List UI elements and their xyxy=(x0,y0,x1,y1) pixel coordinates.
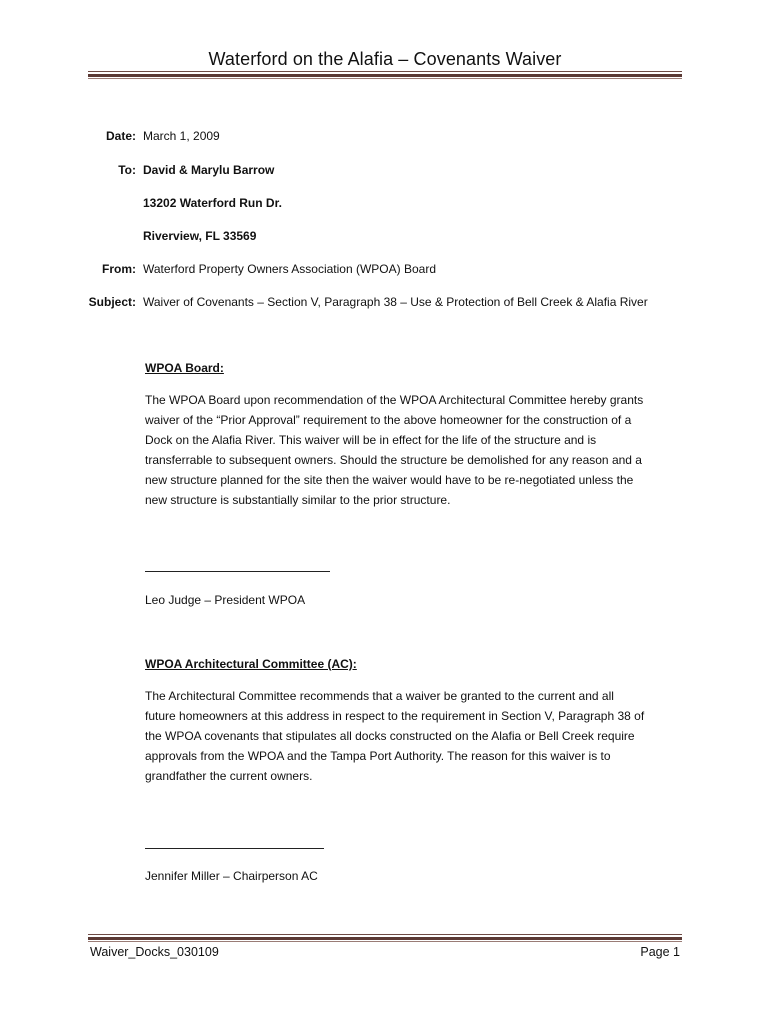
to-street: 13202 Waterford Run Dr. xyxy=(143,196,282,210)
from-value: Waterford Property Owners Association (WPOA) Board xyxy=(143,262,436,276)
from-label: From: xyxy=(102,262,136,276)
ac-signature-line xyxy=(145,848,324,849)
document-title: Waterford on the Alafia – Covenants Waiver xyxy=(208,49,562,69)
board-heading: WPOA Board: xyxy=(145,361,224,375)
ac-signatory: Jennifer Miller – Chairperson AC xyxy=(145,869,318,883)
footer-doc-id: Waiver_Docks_030109 xyxy=(90,945,219,959)
board-signatory: Leo Judge – President WPOA xyxy=(145,593,306,607)
footer-rule xyxy=(88,934,682,942)
footer-page-number: Page 1 xyxy=(640,945,680,959)
date-value: March 1, 2009 xyxy=(143,129,220,143)
to-name: David & Marylu Barrow xyxy=(143,163,275,177)
subject-label: Subject: xyxy=(88,295,136,309)
to-city: Riverview, FL 33569 xyxy=(143,229,257,243)
header-rule xyxy=(88,71,682,79)
to-label: To: xyxy=(118,163,136,177)
board-paragraph: The WPOA Board upon recommendation of the WPOA Architectural Committee hereby grants waiver of the “Prior Approval” requirement to the above homeowner for the construction of a Dock on the Alafia River. This waiver will be in effect for the life of the structure and is transferrable to subsequent owners. Should the structure be demolished for any reason and a new structure planned for the site then the waiver would have to be re-negotiated unless the new structure is substantially similar to the prior structure. xyxy=(145,393,644,507)
subject-value: Waiver of Covenants – Section V, Paragraph 38 – Use & Protection of Bell Creek & Alafia River xyxy=(143,295,648,309)
board-signature-line xyxy=(145,571,330,572)
ac-paragraph: The Architectural Committee recommends that a waiver be granted to the current and all future homeowners at this address in respect to the requirement in Section V, Paragraph 38 of the WPOA covenants that stipulates all docks constructed on the Alafia or Bell Creek require approvals from the WPOA and the Tampa Port Authority. The reason for this waiver is to grandfather the current owners. xyxy=(145,689,645,783)
ac-heading: WPOA Architectural Committee (AC): xyxy=(145,657,357,671)
date-label: Date: xyxy=(105,129,136,143)
